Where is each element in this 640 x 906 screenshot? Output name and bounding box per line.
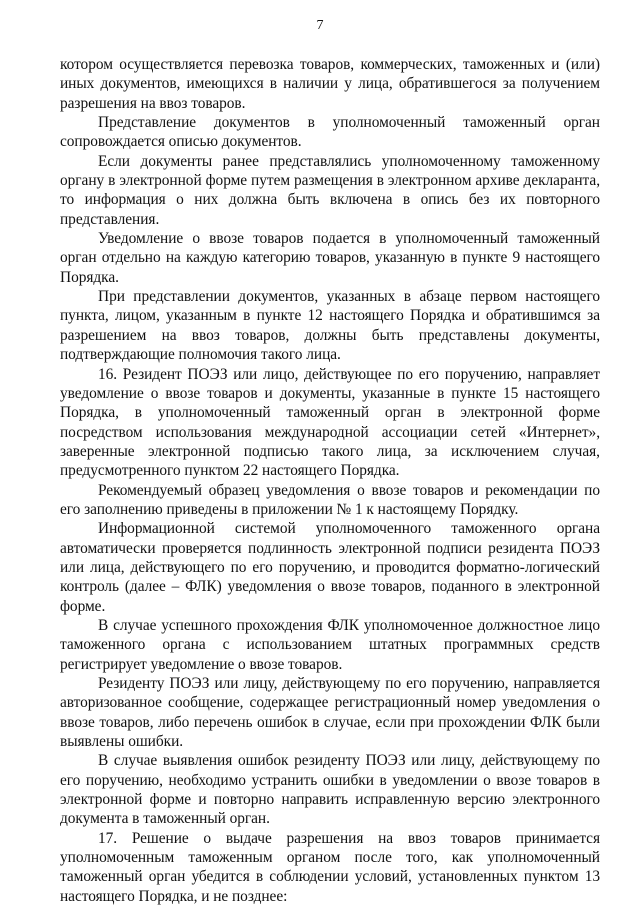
paragraph-electronic-archive: Если документы ранее представлялись уполномоченному таможенному органу в электронной форме путем размещения в электронном архиве декларанта, то информация о них должна быть включена в опись без их повторного представления. — [60, 152, 600, 228]
paragraph-authorized-message: Резиденту ПОЭЗ или лицу, действующему по его поручению, направляется авторизованное сообщение, содержащее регистрационный номер уведомления о ввозе товаров, либо перечень ошибок в случае, если при прохождении ФЛК были выявлены ошибки. — [60, 675, 600, 751]
page-number: 7 — [316, 18, 324, 33]
paragraph-registration: В случае успешного прохождения ФЛК уполномоченное должностное лицо таможенного органа с использованием штатных программных средств регистрирует уведомление о ввозе товаров. — [60, 616, 600, 673]
document-body — [60, 55, 600, 906]
paragraph-documents-inventory: Представление документов в уполномоченный таможенный орган сопровождается описью документов. — [60, 114, 600, 151]
paragraph-continuation: котором осуществляется перевозка товаров, коммерческих, таможенных и (или) иных документов, имеющихся в наличии у лица, обратившегося за получением разрешения на ввоз товаров. — [60, 56, 600, 112]
paragraph-format-logical-control: Информационной системой уполномоченного таможенного органа автоматически проверяется подлинность электронной подписи резидента ПОЭЗ или лица, действующего по его поручению, и проводится форматно-логический контроль (далее – ФЛК) уведомления о ввозе товаров, поданного в электронной форме. — [60, 520, 600, 615]
paragraph-recommended-sample: Рекомендуемый образец уведомления о ввозе товаров и рекомендации по его заполнению приведены в приложении № 1 к настоящему Порядку. — [60, 481, 600, 518]
paragraph-notification-per-category: Уведомление о ввозе товаров подается в уполномоченный таможенный орган отдельно на каждую категорию товаров, указанную в пункте 9 настоящего Порядка. — [60, 230, 600, 286]
paragraph-error-correction: В случае выявления ошибок резиденту ПОЭЗ или лицу, действующему по его поручению, необходимо устранить ошибки в уведомлении о ввозе товаров в электронной форме и повторно направить исправленную версию электронного документа в таможенный орган. — [60, 752, 600, 828]
paragraph-authority-documents: При представлении документов, указанных в абзаце первом настоящего пункта, лицом, указанным в пункте 12 настоящего Порядка и обратившимся за разрешением на ввоз товаров, должны быть представлены документы, подтверждающие полномочия такого лица. — [60, 288, 600, 364]
paragraph-clause-16: 16. Резидент ПОЭЗ или лицо, действующее по его поручению, направляет уведомление о ввозе товаров и документы, указанные в пункте 15 настоящего Порядка, в уполномоченный таможенный орган в электронной форме посредством использования международной ассоциации сетей «Интернет», заверенные электронной подписью такого лица, за исключением случая, предусмотренного пунктом 22 настоящего Порядка. — [60, 365, 600, 480]
paragraph-clause-17: 17. Решение о выдаче разрешения на ввоз товаров принимается уполномоченным таможенным органом после того, как уполномоченный таможенный орган убедится в соблюдении условий, установленных пунктом 13 настоящего Порядка, и не позднее: — [60, 829, 600, 905]
